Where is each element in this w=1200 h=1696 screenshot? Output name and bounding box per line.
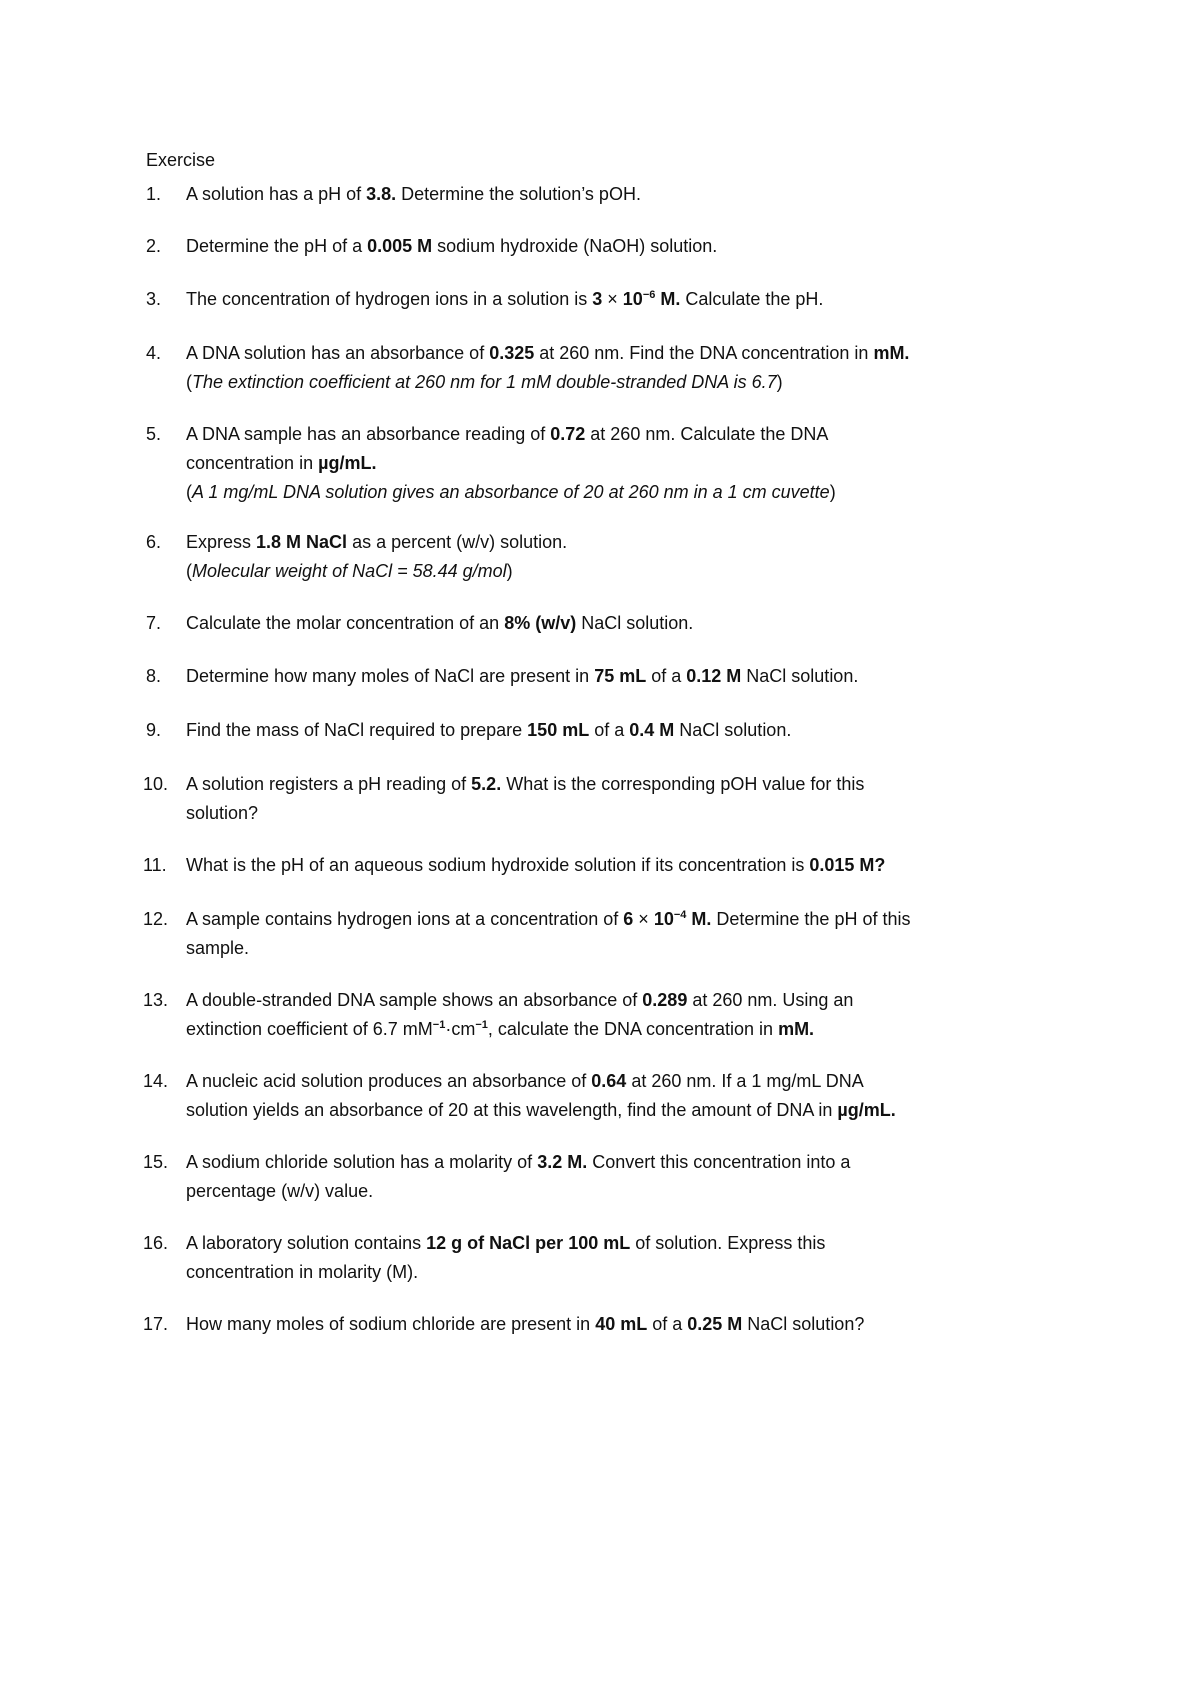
text-segment: at 260 nm. Find the DNA concentration in	[534, 343, 874, 363]
text-segment: )	[506, 561, 513, 581]
exercise-item	[146, 662, 1066, 691]
bold-value: 3.2 M.	[537, 1152, 588, 1172]
exercise-item	[146, 609, 1066, 638]
text-segment: How many moles of sodium chloride are present in	[186, 1314, 596, 1334]
text-segment: percentage (w/v) value.	[186, 1181, 374, 1201]
exercise-item	[146, 528, 1066, 586]
exercise-item	[143, 1067, 1066, 1125]
bold-value: 150 mL	[527, 720, 590, 740]
bold-value: 12 g of NaCl per 100 mL	[426, 1233, 631, 1253]
exercise-text-line	[186, 1148, 1066, 1177]
text-segment: A solution has a pH of	[186, 184, 367, 204]
exercise-text-line	[186, 368, 1066, 397]
exercise-item	[143, 851, 1066, 880]
text-segment: sample.	[186, 938, 250, 958]
text-segment: A double-stranded DNA sample shows an absorbance of	[186, 990, 643, 1010]
text-segment: NaCl solution.	[741, 666, 859, 686]
exercise-text-line	[186, 609, 1066, 638]
bold-value: 3	[592, 289, 603, 309]
bold-value: 6	[623, 909, 634, 929]
exercise-number: 14.	[143, 1071, 169, 1091]
text-segment: A nucleic acid solution produces an absorbance of	[186, 1071, 592, 1091]
text-segment: at 260 nm. Calculate the DNA	[585, 424, 829, 444]
bold-value: 0.005 M	[367, 236, 433, 256]
exercise-number: 17.	[143, 1314, 169, 1334]
bold-value: 0.25 M	[687, 1314, 743, 1334]
exercise-item	[143, 905, 1066, 963]
text-segment: of solution. Express this	[630, 1233, 826, 1253]
exercise-item	[143, 986, 1066, 1044]
exercise-item	[146, 232, 1066, 261]
exercise-number: 9.	[146, 720, 162, 740]
exercise-item	[146, 420, 1066, 507]
superscript: −6	[642, 289, 656, 301]
exercise-item	[146, 285, 1066, 314]
bold-value: 40 mL	[595, 1314, 648, 1334]
exercise-text-line	[186, 478, 1066, 507]
text-segment: A DNA sample has an absorbance reading of	[186, 424, 551, 444]
text-segment: of a	[589, 720, 630, 740]
bold-value: 8% (w/v)	[504, 613, 577, 633]
text-segment: of a	[647, 1314, 688, 1334]
exercise-text-line	[186, 1067, 1066, 1096]
text-segment: Express	[186, 532, 257, 552]
text-segment: at 260 nm. If a 1 mg/mL DNA	[626, 1071, 864, 1091]
exercise-number: 12.	[143, 909, 169, 929]
exercise-text-line	[186, 662, 1066, 691]
exercise-number: 5.	[146, 424, 162, 444]
superscript: −1	[432, 1019, 446, 1031]
exercise-text-line	[186, 339, 1066, 368]
bold-value: 75 mL	[594, 666, 647, 686]
text-segment: Convert this concentration into a	[587, 1152, 851, 1172]
exercise-text-line	[186, 1258, 1066, 1287]
italic-note: Molecular weight of NaCl = 58.44 g/mol	[192, 561, 507, 581]
text-segment: as a percent (w/v) solution.	[347, 532, 568, 552]
bold-value: 0.72	[550, 424, 586, 444]
exercise-text-line	[186, 934, 1066, 963]
text-segment: Calculate the pH.	[680, 289, 824, 309]
text-segment: The concentration of hydrogen ions in a solution is	[186, 289, 593, 309]
bold-value: µg/mL.	[318, 453, 377, 473]
bold-value: 0.325	[489, 343, 535, 363]
superscript: −1	[475, 1019, 488, 1031]
text-segment: ·cm	[445, 1019, 476, 1039]
exercise-number: 6.	[146, 532, 162, 552]
page-title: Exercise	[146, 150, 216, 170]
exercise-number: 10.	[143, 774, 169, 794]
text-segment: Determine the pH of this	[711, 909, 911, 929]
text-segment: Determine how many moles of NaCl are present in	[186, 666, 595, 686]
exercise-text-line	[186, 285, 1066, 314]
bold-value: mM.	[778, 1019, 815, 1039]
bold-value: 10	[622, 289, 643, 309]
text-segment: solution yields an absorbance of 20 at this wavelength, find the amount of DNA in	[186, 1100, 838, 1120]
exercise-item	[146, 180, 1066, 209]
exercise-text-line	[186, 1310, 1066, 1339]
bold-value: 5.2.	[471, 774, 502, 794]
text-segment: NaCl solution?	[742, 1314, 865, 1334]
bold-value: 10	[653, 909, 674, 929]
exercise-text-line	[186, 1229, 1066, 1258]
bold-value: 0.015 M?	[809, 855, 886, 875]
exercise-item	[143, 1310, 1066, 1339]
text-segment: extinction coefficient of 6.7 mM	[186, 1019, 433, 1039]
text-segment: at 260 nm. Using an	[687, 990, 854, 1010]
exercise-item	[143, 770, 1066, 828]
text-segment: solution?	[186, 803, 259, 823]
exercise-number: 15.	[143, 1152, 169, 1172]
superscript: −4	[673, 909, 687, 921]
exercise-text-line	[186, 449, 1066, 478]
exercise-item	[146, 339, 1066, 397]
exercise-text-line	[186, 1096, 1066, 1125]
text-segment: Determine the pH of a	[186, 236, 368, 256]
exercise-text-line	[186, 905, 1066, 934]
exercise-text-line	[186, 716, 1066, 745]
bold-value: mM.	[873, 343, 910, 363]
exercise-text-line	[186, 180, 1066, 209]
text-segment: Find the mass of NaCl required to prepare	[186, 720, 528, 740]
text-segment: concentration in molarity (M).	[186, 1262, 419, 1282]
text-segment: (	[186, 561, 192, 581]
text-segment: NaCl solution.	[674, 720, 792, 740]
exercise-item	[146, 716, 1066, 745]
exercise-number: 2.	[146, 236, 162, 256]
italic-note: The extinction coefficient at 260 nm for 1 mM double-stranded DNA is 6.7	[192, 372, 777, 392]
exercise-number: 3.	[146, 289, 162, 309]
exercise-text-line	[186, 557, 1066, 586]
bold-value: M.	[655, 289, 681, 309]
exercise-number: 7.	[146, 613, 162, 633]
exercise-text-line	[186, 770, 1066, 799]
exercise-item	[143, 1229, 1066, 1287]
text-segment: (	[186, 482, 192, 502]
exercise-text-line	[186, 851, 1066, 880]
exercise-number: 11.	[143, 855, 167, 875]
text-segment: concentration in	[186, 453, 319, 473]
text-segment: )	[776, 372, 783, 392]
text-segment: , calculate the DNA concentration in	[487, 1019, 779, 1039]
exercise-text-line	[186, 1015, 1066, 1044]
text-segment: What is the corresponding pOH value for this	[501, 774, 865, 794]
text-segment: NaCl solution.	[576, 613, 694, 633]
text-segment: A laboratory solution contains	[186, 1233, 427, 1253]
text-segment: of a	[646, 666, 687, 686]
italic-note: A 1 mg/mL DNA solution gives an absorbance of 20 at 260 nm in a 1 cm cuvette	[192, 482, 830, 502]
text-segment: A solution registers a pH reading of	[186, 774, 472, 794]
text-segment: (	[186, 372, 192, 392]
bold-value: 3.8.	[366, 184, 397, 204]
text-segment: )	[829, 482, 836, 502]
exercise-text-line	[186, 528, 1066, 557]
bold-value: 0.4 M	[629, 720, 675, 740]
exercise-text-line	[186, 420, 1066, 449]
bold-value: M.	[686, 909, 712, 929]
exercise-number: 8.	[146, 666, 162, 686]
bold-value: 0.289	[642, 990, 688, 1010]
exercise-item	[143, 1148, 1066, 1206]
exercise-text-line	[186, 1177, 1066, 1206]
text-segment: ×	[633, 909, 654, 929]
exercise-number: 13.	[143, 990, 169, 1010]
bold-value: µg/mL.	[837, 1100, 896, 1120]
text-segment: A sample contains hydrogen ions at a concentration of	[186, 909, 624, 929]
exercise-number: 1.	[146, 184, 162, 204]
exercise-number: 16.	[143, 1233, 169, 1253]
text-segment: A sodium chloride solution has a molarity of	[186, 1152, 538, 1172]
text-segment: A DNA solution has an absorbance of	[186, 343, 490, 363]
bold-value: 0.12 M	[686, 666, 742, 686]
exercise-text-line	[186, 799, 1066, 828]
exercise-text-line	[186, 986, 1066, 1015]
text-segment: Calculate the molar concentration of an	[186, 613, 505, 633]
text-segment: sodium hydroxide (NaOH) solution.	[432, 236, 718, 256]
text-segment: What is the pH of an aqueous sodium hydroxide solution if its concentration is	[186, 855, 810, 875]
text-segment: Determine the solution’s pOH.	[396, 184, 641, 204]
bold-value: 0.64	[591, 1071, 627, 1091]
text-segment: ×	[602, 289, 623, 309]
bold-value: 1.8 M NaCl	[256, 532, 348, 552]
exercise-number: 4.	[146, 343, 162, 363]
exercise-text-line	[186, 232, 1066, 261]
